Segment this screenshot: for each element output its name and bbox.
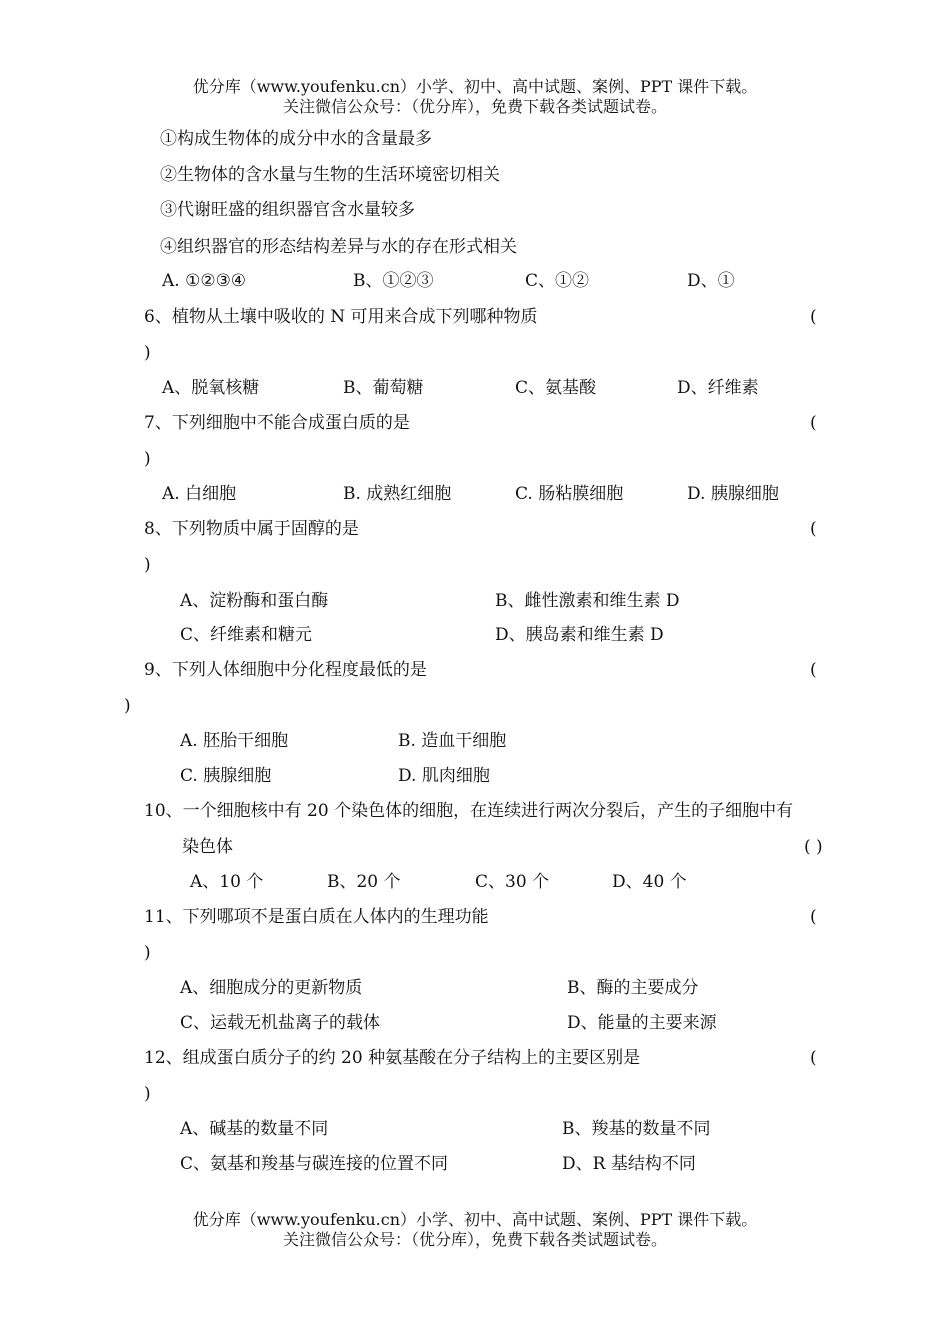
q10-option-d: D、40 个	[612, 872, 687, 892]
q5-statement-1: ①构成生物体的成分中水的含量最多	[160, 129, 432, 149]
q11-stem: 11、下列哪项不是蛋白质在人体内的生理功能	[144, 907, 489, 927]
q10-option-b: B、20 个	[327, 872, 401, 892]
q9-stem: 9、下列人体细胞中分化程度最低的是	[144, 660, 427, 680]
q6-option-b: B、葡萄糖	[343, 378, 424, 398]
q11-option-a: A、细胞成分的更新物质	[180, 978, 363, 998]
q6-option-d: D、纤维素	[677, 378, 759, 398]
q8-option-d: D、胰岛素和维生素 D	[495, 625, 664, 645]
q7-option-a: A. 白细胞	[162, 484, 237, 504]
q5-statement-4: ④组织器官的形态结构差异与水的存在形式相关	[160, 237, 517, 257]
q11-answer-paren-open: (	[810, 907, 817, 927]
q11-answer-paren-close: )	[144, 943, 151, 963]
q5-option-a: A. ①②③④	[162, 271, 247, 291]
q7-option-b: B. 成熟红细胞	[343, 484, 452, 504]
q8-option-c: C、纤维素和糖元	[180, 625, 313, 645]
q10-option-a: A、10 个	[190, 872, 264, 892]
page-header-line-2: 关注微信公众号：（优分库），免费下载各类试题试卷。	[282, 97, 667, 116]
q10-option-c: C、30 个	[475, 872, 550, 892]
q12-option-c: C、氨基和羧基与碳连接的位置不同	[180, 1154, 449, 1174]
q10-answer-paren: ( )	[804, 837, 823, 857]
page-footer-line-1: 优分库（www.youfenku.cn）小学、初中、高中试题、案例、PPT 课件下载。	[192, 1210, 758, 1229]
q7-option-d: D. 胰腺细胞	[687, 484, 779, 504]
q8-option-b: B、雌性激素和维生素 D	[495, 591, 680, 611]
q11-option-b: B、酶的主要成分	[567, 978, 699, 998]
q10-stem-line-2: 染色体	[182, 837, 233, 857]
q7-option-c: C. 肠粘膜细胞	[515, 484, 624, 504]
q7-answer-paren-close: )	[144, 449, 151, 469]
q11-option-c: C、运载无机盐离子的载体	[180, 1013, 381, 1033]
page-header-line-1: 优分库（www.youfenku.cn）小学、初中、高中试题、案例、PPT 课件下载。	[192, 77, 758, 96]
q8-stem: 8、下列物质中属于固醇的是	[144, 519, 359, 539]
q9-option-a: A. 胚胎干细胞	[180, 731, 289, 751]
q12-option-a: A、碱基的数量不同	[180, 1119, 329, 1139]
q5-statement-2: ②生物体的含水量与生物的生活环境密切相关	[160, 165, 500, 185]
q12-answer-paren-open: (	[810, 1048, 817, 1068]
q8-option-a: A、淀粉酶和蛋白酶	[180, 591, 329, 611]
q8-answer-paren-close: )	[144, 555, 151, 575]
q12-option-b: B、羧基的数量不同	[562, 1119, 711, 1139]
q6-answer-paren-close: )	[144, 343, 151, 363]
q7-stem: 7、下列细胞中不能合成蛋白质的是	[144, 413, 410, 433]
q5-option-c: C、①②	[525, 271, 590, 291]
q6-option-c: C、氨基酸	[515, 378, 597, 398]
q6-option-a: A、脱氧核糖	[162, 378, 260, 398]
q9-answer-paren-open: (	[810, 660, 817, 680]
q12-option-d: D、R 基结构不同	[562, 1154, 696, 1174]
q7-answer-paren-open: (	[810, 413, 817, 433]
q11-option-d: D、能量的主要来源	[567, 1013, 717, 1033]
q9-option-b: B. 造血干细胞	[398, 731, 507, 751]
q9-answer-paren-close: )	[124, 696, 131, 716]
q6-stem: 6、植物从土壤中吸收的 N 可用来合成下列哪种物质	[144, 307, 538, 327]
page-footer-line-2: 关注微信公众号：（优分库），免费下载各类试题试卷。	[282, 1230, 667, 1249]
q6-answer-paren-open: (	[810, 307, 817, 327]
q5-option-b: B、①②③	[353, 271, 434, 291]
q8-answer-paren-open: (	[810, 519, 817, 539]
q5-statement-3: ③代谢旺盛的组织器官含水量较多	[160, 200, 415, 220]
q10-stem-line-1: 10、一个细胞核中有 20 个染色体的细胞，在连续进行两次分裂后，产生的子细胞中有	[144, 801, 794, 821]
q12-stem: 12、组成蛋白质分子的约 20 种氨基酸在分子结构上的主要区别是	[144, 1048, 641, 1068]
q12-answer-paren-close: )	[144, 1084, 151, 1104]
q9-option-c: C. 胰腺细胞	[180, 766, 272, 786]
q5-option-d: D、①	[687, 271, 735, 291]
q9-option-d: D. 肌肉细胞	[398, 766, 490, 786]
